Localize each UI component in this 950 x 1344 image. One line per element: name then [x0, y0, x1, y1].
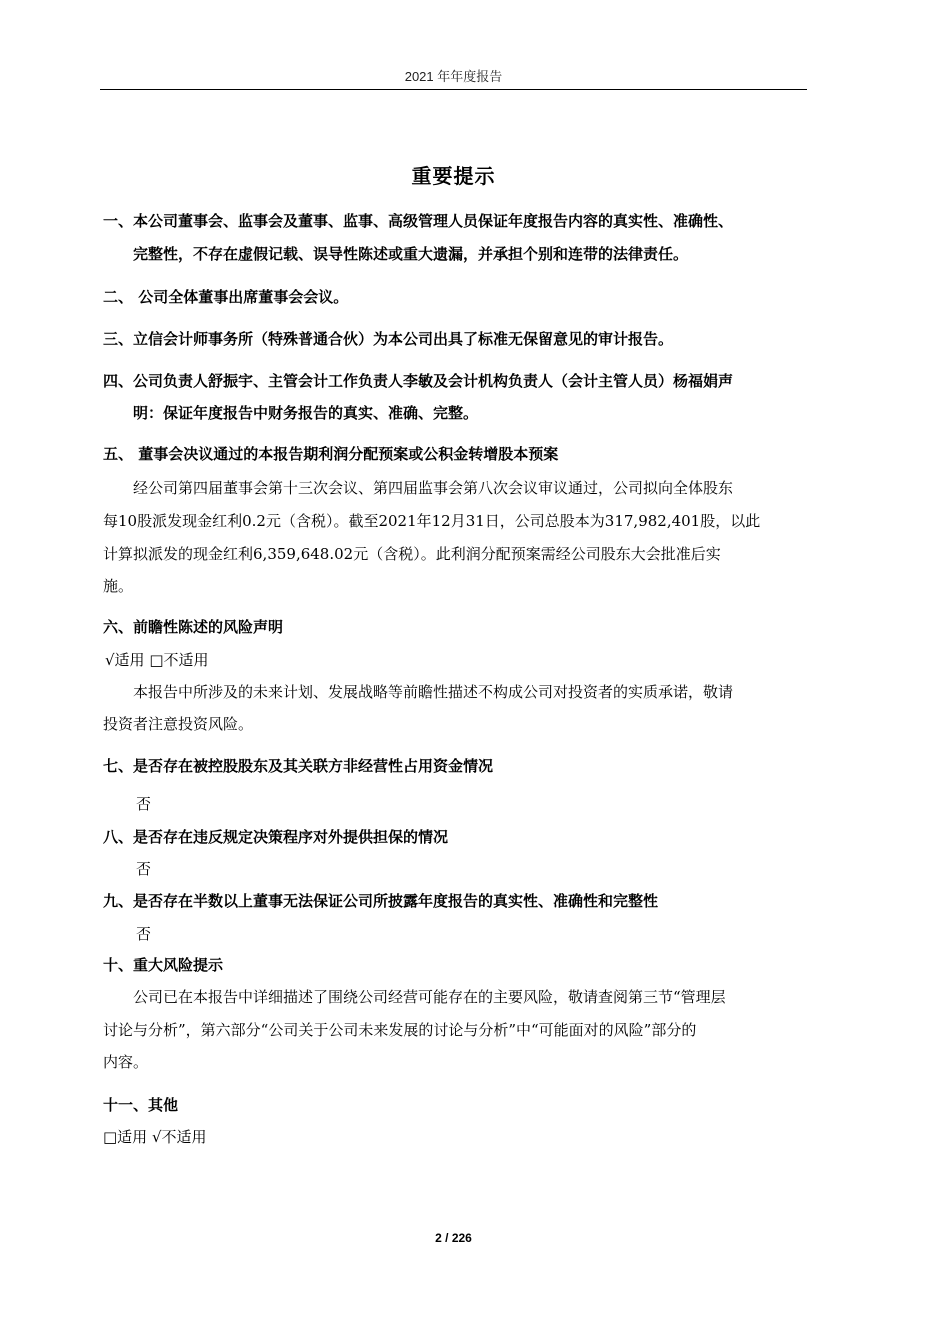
section-11-heading: 十一、其他 — [103, 1096, 179, 1114]
section-6-paragraph-line-2: 投资者注意投资风险。 — [103, 715, 254, 733]
section-5-paragraph-line-1: 经公司第四届董事会第十三次会议、第四届监事会第八次会议审议通过，公司拟向全体股东 — [133, 479, 734, 497]
section-9-heading: 九、是否存在半数以上董事无法保证公司所披露年度报告的真实性、准确性和完整性 — [103, 892, 659, 910]
page-title: 重要提示 — [411, 164, 496, 188]
section-5-paragraph-line-3: 计算拟派发的现金红利6,359,648.02元（含税）。此利润分配预案需经公司股东大会批准后实 — [103, 545, 721, 563]
section-5-paragraph-line-2: 每10股派发现金红利0.2元（含税）。截至2021年12月31日，公司总股本为317,982,401股，以此 — [103, 512, 761, 530]
report-header: 2021 年年度报告 — [404, 69, 503, 84]
section-4-line-1: 四、公司负责人舒振宇、主管会计工作负责人李敏及会计机构负责人（会计主管人员）杨福娟声 — [103, 372, 734, 390]
page-number: 2 / 226 — [435, 1231, 472, 1245]
section-8-heading: 八、是否存在违反规定决策程序对外提供担保的情况 — [103, 828, 449, 846]
section-8-answer: 否 — [136, 860, 152, 878]
section-11-applicability: □适用 √不适用 — [103, 1128, 207, 1146]
section-10-heading: 十、重大风险提示 — [103, 956, 224, 974]
section-2-heading: 二、 公司全体董事出席董事会会议。 — [103, 288, 349, 306]
section-1-line-1: 一、本公司董事会、监事会及董事、监事、高级管理人员保证年度报告内容的真实性、准确性、 — [103, 212, 734, 230]
section-5-heading: 五、 董事会决议通过的本报告期利润分配预案或公积金转增股本预案 — [103, 445, 559, 463]
header-divider — [100, 89, 807, 90]
section-3-heading: 三、立信会计师事务所（特殊普通合伙）为本公司出具了标准无保留意见的审计报告。 — [103, 330, 674, 348]
section-10-paragraph-line-1: 公司已在本报告中详细描述了围绕公司经营可能存在的主要风险，敬请查阅第三节“管理层 — [133, 988, 726, 1006]
section-6-heading: 六、前瞻性陈述的风险声明 — [103, 618, 284, 636]
section-10-paragraph-line-3: 内容。 — [103, 1053, 149, 1071]
section-7-answer: 否 — [136, 795, 152, 813]
section-6-paragraph-line-1: 本报告中所涉及的未来计划、发展战略等前瞻性描述不构成公司对投资者的实质承诺，敬请 — [133, 683, 734, 701]
section-9-answer: 否 — [136, 925, 152, 943]
section-4-line-2: 明：保证年度报告中财务报告的真实、准确、完整。 — [133, 404, 479, 422]
section-5-paragraph-line-4: 施。 — [103, 577, 134, 595]
section-7-heading: 七、是否存在被控股股东及其关联方非经营性占用资金情况 — [103, 757, 494, 775]
section-10-paragraph-line-2: 讨论与分析”，第六部分“公司关于公司未来发展的讨论与分析”中“可能面对的风险”部分的 — [103, 1021, 697, 1039]
section-1-line-2: 完整性，不存在虚假记载、误导性陈述或重大遗漏，并承担个别和连带的法律责任。 — [133, 245, 689, 263]
section-6-applicability: √适用 □不适用 — [105, 651, 209, 669]
